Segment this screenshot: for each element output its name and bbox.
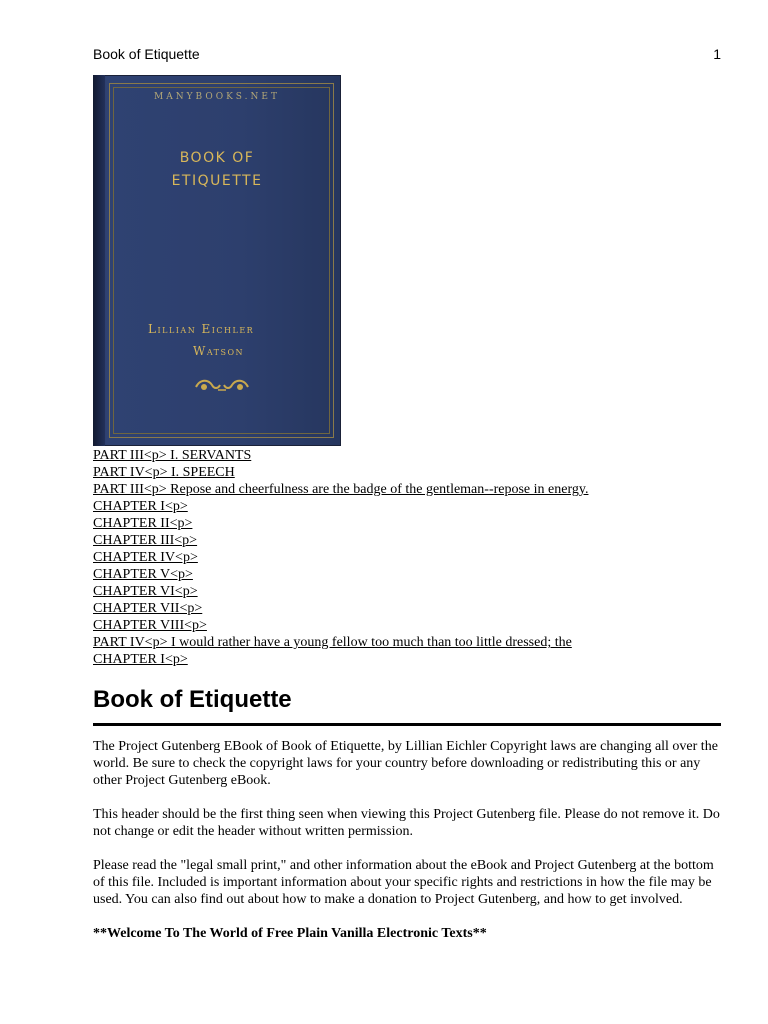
toc-link[interactable]: CHAPTER VII<p> — [93, 601, 203, 616]
toc-link[interactable]: PART III<p> Repose and cheerfulness are the badge of the gentleman--repose in energy. — [93, 482, 589, 497]
toc-link[interactable]: CHAPTER I<p> — [93, 652, 188, 667]
toc-link[interactable]: CHAPTER VIII<p> — [93, 618, 207, 633]
cover-author-line-2: Watson — [193, 344, 245, 358]
toc-link[interactable]: CHAPTER III<p> — [93, 533, 198, 548]
document-body — [93, 738, 725, 959]
cover-title — [93, 147, 341, 193]
toc-link[interactable]: CHAPTER I<p> — [93, 499, 188, 514]
cover-author-line-1: Lillian Eichler — [148, 322, 255, 336]
book-cover-image — [93, 75, 341, 446]
toc-link[interactable]: PART IV<p> I would rather have a young fellow too much than too little dressed; the — [93, 635, 572, 650]
document-title: Book of Etiquette — [93, 686, 292, 713]
toc-link[interactable]: PART IV<p> I. SPEECH — [93, 465, 235, 480]
cover-spine — [93, 75, 105, 446]
cover-title-line-2: ETIQUETTE — [171, 173, 263, 189]
toc-link[interactable]: CHAPTER VI<p> — [93, 584, 198, 599]
cover-site-name: MANYBOOKS.NET — [154, 92, 280, 102]
toc-link[interactable]: PART III<p> I. SERVANTS — [93, 448, 252, 463]
toc-link[interactable]: CHAPTER IV<p> — [93, 550, 198, 565]
running-title: Book of Etiquette — [93, 46, 200, 62]
title-divider — [93, 723, 721, 726]
toc-link[interactable]: CHAPTER II<p> — [93, 516, 193, 531]
toc-link[interactable]: CHAPTER V<p> — [93, 567, 193, 582]
page-header — [93, 46, 721, 66]
welcome-line: **Welcome To The World of Free Plain Vanilla Electronic Texts** — [93, 926, 487, 941]
body-paragraph: This header should be the first thing seen when viewing this Project Gutenberg file. Please do not remove it. Do not change or edit the header without written permission. — [93, 807, 720, 839]
page-number: 1 — [713, 46, 721, 62]
body-paragraph: Please read the "legal small print," and other information about the eBook and Project Gutenberg at the bottom of this file. Included is important information about your specific rights and restrictions in how the file may be used. You can also find out about how to make a donation to Project Gutenberg, and how to get involved. — [93, 858, 714, 907]
body-paragraph: The Project Gutenberg EBook of Book of Etiquette, by Lillian Eichler Copyright laws are changing all over the world. Be sure to check the copyright laws for your country before downloading or redistributing this or any other Project Gutenberg eBook. — [93, 739, 718, 788]
cover-title-line-1: BOOK OF — [179, 150, 255, 166]
table-of-contents — [93, 447, 721, 668]
cover-ornament-icon — [192, 375, 252, 395]
